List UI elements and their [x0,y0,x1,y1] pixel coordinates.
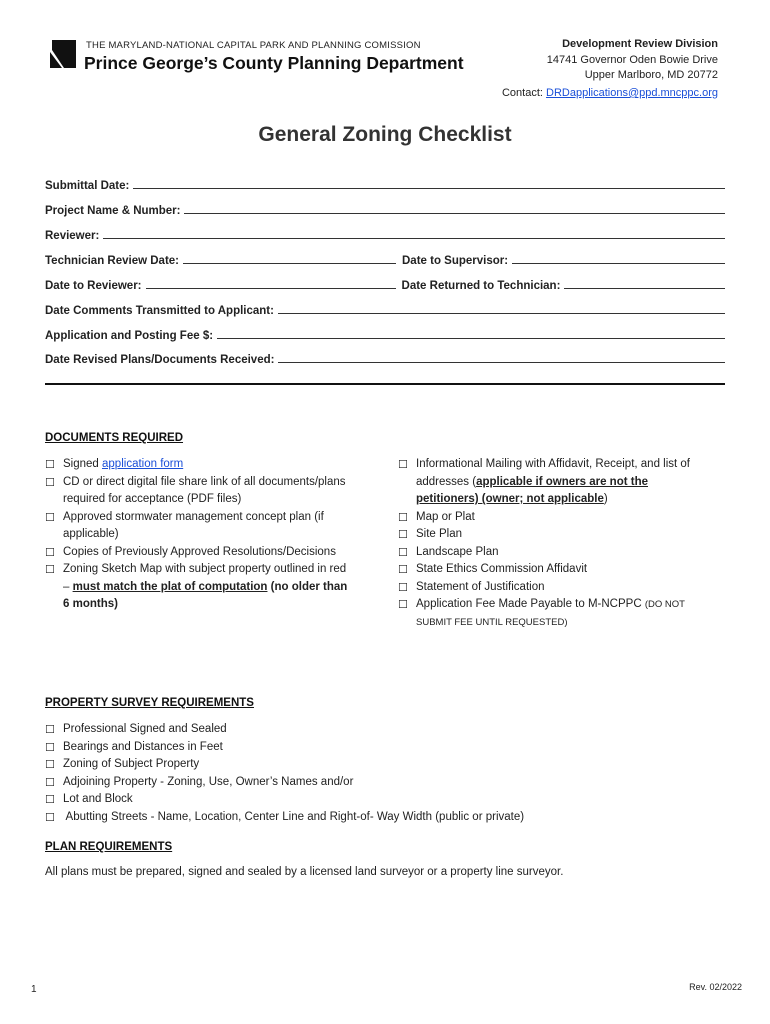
page-title: General Zoning Checklist [258,123,512,146]
survey-item-text: Bearings and Distances in Feet [63,740,223,753]
doc-item-text: Application Fee Made Payable to M-NCPPC (DO NOT [416,598,685,610]
contact-email-link[interactable]: DRDapplications@ppd.mncppc.org [546,87,718,99]
checkbox-icon[interactable]: ☐ [45,458,55,471]
plan-requirements-text: All plans must be prepared, signed and sealed by a licensed land surveyor or a property line surveyor. [45,866,564,878]
plan-requirements-heading: PLAN REQUIREMENTS [45,841,173,853]
checkbox-icon[interactable]: ☐ [45,545,55,559]
checkbox-icon[interactable]: ☐ [398,528,408,541]
documents-required-heading: DOCUMENTS REQUIRED [45,432,184,444]
documents-left-column [45,456,385,614]
fee-row [45,324,725,342]
date-revised-field[interactable] [278,362,725,363]
checkbox-icon[interactable]: ☐ [398,458,408,471]
reviewer-row [45,224,725,242]
department-name: Prince George’s County Planning Department [84,53,464,73]
doc-item-text: – must match the plat of computation (no older than [63,580,348,593]
date-comments-row [45,299,725,317]
survey-item[interactable] [45,739,725,757]
checkbox-icon[interactable]: ☐ [45,510,55,524]
checkbox-icon[interactable]: ☐ [45,723,55,736]
submittal-date-field[interactable] [133,188,725,189]
survey-item-text: Zoning of Subject Property [63,758,200,770]
technician-review-date-field[interactable] [183,263,396,264]
project-name-row [45,199,725,217]
date-to-reviewer-field[interactable] [146,288,396,289]
checkbox-icon[interactable]: ☐ [398,580,408,594]
submittal-date-label: Submittal Date: [45,180,130,192]
doc-ethics-affidavit[interactable] [398,561,733,579]
project-name-field[interactable] [184,213,725,214]
doc-site-plan[interactable] [398,526,733,544]
reviewer-label: Reviewer: [45,230,100,242]
checkbox-icon[interactable]: ☐ [398,545,408,559]
reviewer-field[interactable] [103,238,725,239]
doc-item-text: 6 months) [63,598,118,610]
checkbox-icon[interactable]: ☐ [45,775,55,789]
technician-row [45,249,725,267]
address-line-1: 14741 Governor Oden Bowie Drive [546,53,718,66]
checkbox-icon[interactable]: ☐ [398,563,408,576]
doc-item-text: Map or Plat [416,510,475,523]
survey-item-text: Lot and Block [63,793,133,805]
agency-name: THE MARYLAND-NATIONAL CAPITAL PARK AND PLANNING COMISSION [86,40,421,51]
doc-item-text: Copies of Previously Approved Resolutions/Decisions [63,545,336,558]
checkbox-icon[interactable]: ☐ [45,758,55,771]
page-number: 1 [31,984,37,995]
checkbox-icon[interactable]: ☐ [398,510,408,524]
date-to-supervisor-field[interactable] [512,263,725,264]
checkbox-icon[interactable]: ☐ [45,740,55,754]
doc-landscape-plan[interactable] [398,544,733,562]
application-form-link[interactable]: application form [102,458,184,470]
doc-stormwater[interactable] [45,509,385,544]
survey-item[interactable] [45,791,725,809]
date-to-reviewer-label: Date to Reviewer: [45,280,142,292]
doc-application-fee[interactable] [398,596,733,631]
fee-label: Application and Posting Fee $: [45,330,214,342]
doc-item-text: CD or direct digital file share link of all documents/plans [63,475,346,488]
survey-item[interactable] [45,774,725,792]
doc-item-text: petitioners) (owner; not applicable) [416,493,608,505]
doc-statement-of-justification[interactable] [398,579,733,597]
documents-right-column [398,456,733,631]
doc-item-text: SUBMIT FEE UNTIL REQUESTED) [416,616,568,628]
date-returned-label: Date Returned to Technician: [401,280,561,292]
doc-map-or-plat[interactable] [398,509,733,527]
contact-line [502,87,718,99]
doc-application-form[interactable] [45,456,385,474]
division-name: Development Review Division [562,38,718,50]
doc-item-text: applicable) [63,528,119,540]
doc-item-text: Informational Mailing with Affidavit, Receipt, and list of [416,458,691,470]
date-to-supervisor-label: Date to Supervisor: [402,255,509,267]
survey-item[interactable] [45,721,725,739]
doc-item-text: Zoning Sketch Map with subject property outlined in red [63,563,347,575]
submittal-date-row [45,174,725,192]
technician-review-date-label: Technician Review Date: [45,255,179,267]
doc-item-text: Signed [63,458,103,470]
section-divider [45,383,725,385]
date-revised-label: Date Revised Plans/Documents Received: [45,354,275,366]
survey-item[interactable] [45,809,725,827]
survey-list [45,721,725,826]
survey-item-text: Abutting Streets - Name, Location, Center Line and Right-of- Way Width (public or private) [63,810,525,823]
mncppc-logo-icon [50,40,76,68]
doc-item-text: Approved stormwater management concept plan (if [63,510,324,523]
doc-item-text: required for acceptance (PDF files) [63,493,242,505]
checkbox-icon[interactable]: ☐ [398,598,408,611]
property-survey-heading: PROPERTY SURVEY REQUIREMENTS [45,697,254,709]
doc-resolutions[interactable] [45,544,385,562]
checkbox-icon[interactable]: ☐ [45,810,55,824]
address-block [547,37,718,84]
project-name-label: Project Name & Number: [45,205,181,217]
fee-field[interactable] [217,338,725,339]
date-comments-label: Date Comments Transmitted to Applicant: [45,305,274,317]
address-line-2: Upper Marlboro, MD 20772 [584,69,718,81]
survey-item-text: Professional Signed and Sealed [63,723,227,735]
date-revised-row [45,348,725,366]
checkbox-icon[interactable]: ☐ [45,793,55,806]
date-returned-field[interactable] [564,288,725,289]
doc-informational-mailing[interactable] [398,456,733,509]
checkbox-icon[interactable]: ☐ [45,563,55,576]
doc-zoning-sketch-map[interactable] [45,561,385,614]
doc-item-text: Landscape Plan [416,545,499,558]
contact-label: Contact: [501,87,547,99]
doc-cd-digital[interactable] [45,474,385,509]
doc-item-text: Site Plan [416,528,463,540]
date-comments-field[interactable] [278,313,725,314]
survey-item[interactable] [45,756,725,774]
revision-label: Rev. 02/2022 [689,982,742,992]
doc-item-text: Statement of Justification [416,580,545,593]
survey-item-text: Adjoining Property - Zoning, Use, Owner’s Names and/or [63,775,354,788]
doc-item-text: addresses (applicable if owners are not the [416,475,648,488]
checkbox-icon[interactable]: ☐ [45,475,55,489]
doc-item-text: State Ethics Commission Affidavit [416,563,588,575]
date-to-reviewer-row [45,274,725,292]
